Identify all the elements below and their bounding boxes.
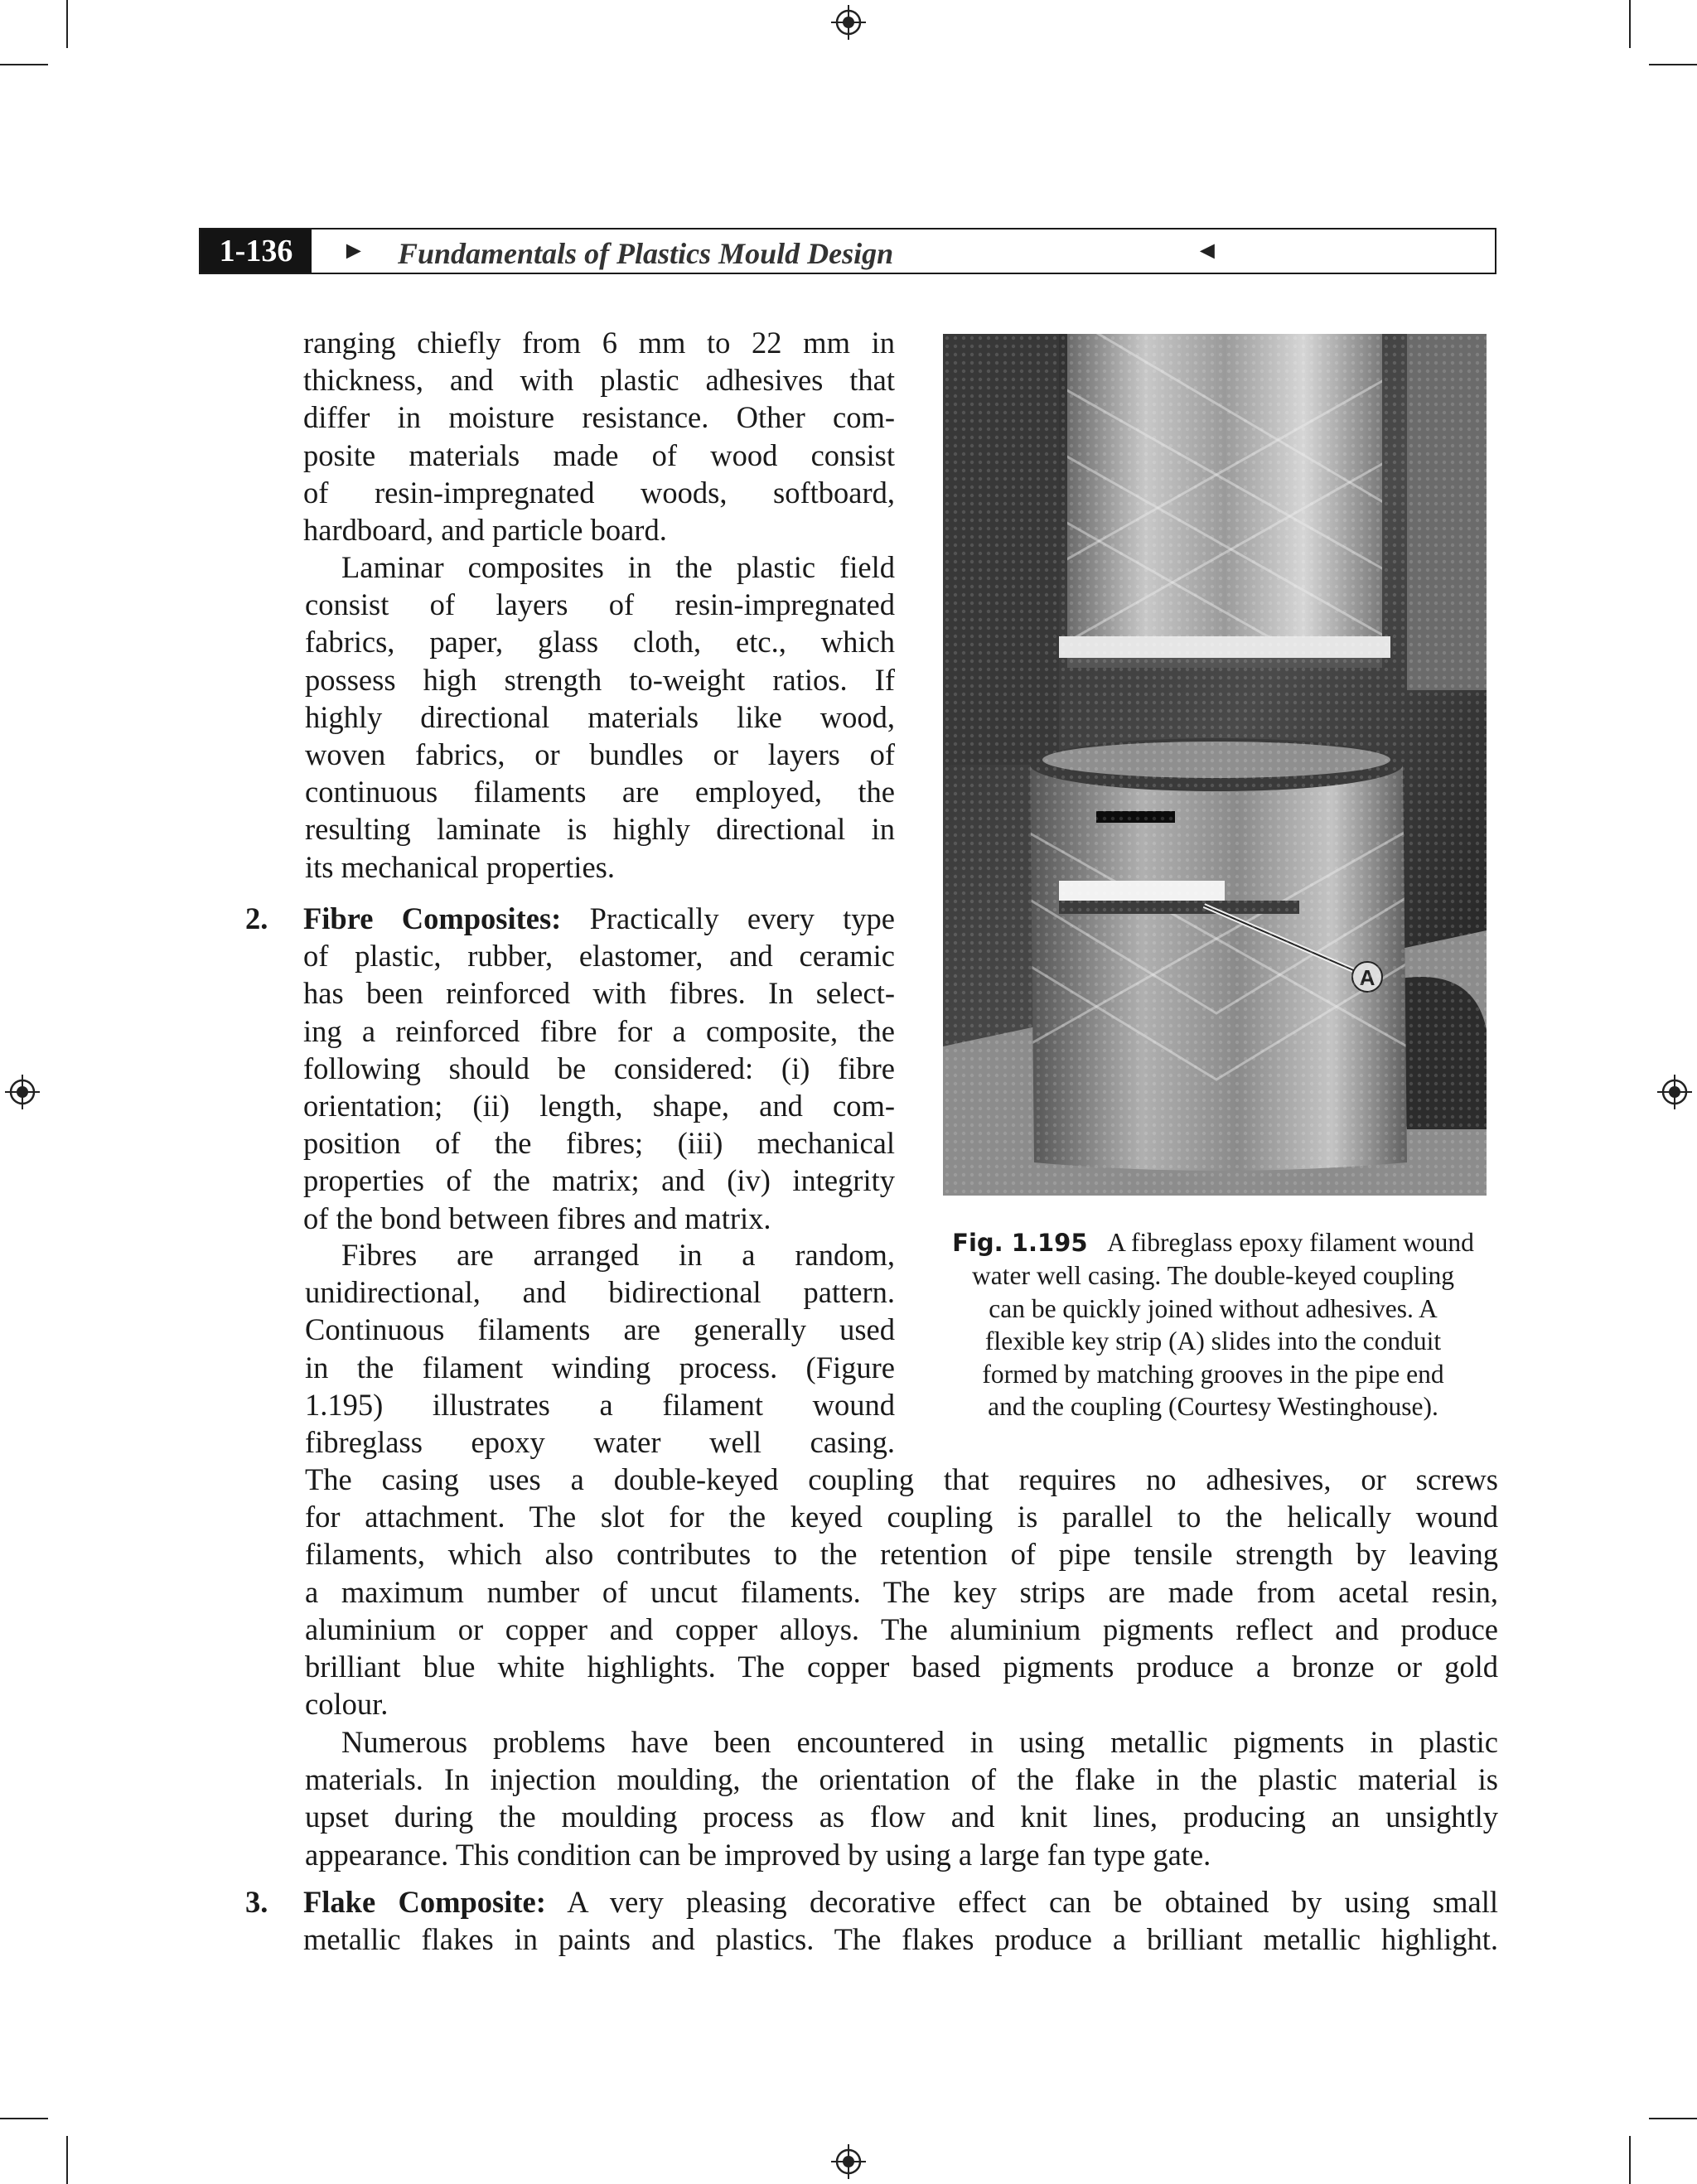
text-line: Fibres are arranged in a random, <box>341 1238 895 1272</box>
text-line: fibreglass epoxy water well casing. <box>305 1425 895 1460</box>
text-line: highly directional materials like wood, <box>305 699 895 734</box>
registration-mark-icon <box>5 1075 40 1109</box>
paragraph-fibre-composites <box>303 900 895 1237</box>
text-line: brilliant blue white highlights. The copper based pigments produce a bronze or gold <box>305 1650 1498 1684</box>
figure-label: Fig. 1.195 <box>952 1229 1088 1257</box>
paragraph-flake-composite <box>303 1883 1498 1958</box>
text-line: aluminium or copper and copper alloys. The aluminium pigments reflect and produce <box>305 1611 1498 1646</box>
text-line: colour. <box>305 1687 389 1722</box>
caption-line: can be quickly joined without adhesives. A <box>989 1293 1438 1323</box>
text-line: resulting laminate is highly directional in <box>305 812 895 847</box>
caption-line: and the coupling (Courtesy Westinghouse). <box>988 1392 1438 1422</box>
text-line: position of the fibres; (iii) mechanical <box>303 1126 895 1161</box>
crop-mark <box>1629 0 1631 48</box>
text-line: thickness, and with plastic adhesives that <box>303 363 895 398</box>
arrow-left-icon: ◄ <box>1195 237 1220 264</box>
book-title: Fundamentals of Plastics Mould Design <box>398 237 894 270</box>
text-line: possess high strength to-weight ratios. If <box>305 662 895 697</box>
text-line: Numerous problems have been encountered in using metallic pigments in plastic <box>341 1725 1498 1759</box>
text-line: Flake Composite: A very pleasing decorative effect can be obtained by using small <box>303 1885 1498 1919</box>
paragraph-wood-composites <box>303 324 895 548</box>
text-line: has been reinforced with fibres. In select- <box>303 976 895 1011</box>
crop-mark <box>0 64 48 65</box>
crop-mark <box>1649 64 1697 65</box>
text-line: upset during the moulding process as flow and knit lines, producing an unsightly <box>305 1800 1498 1834</box>
text-line: Fibre Composites: Practically every type <box>303 901 896 935</box>
registration-mark-icon <box>831 2144 866 2179</box>
text-line: Laminar composites in the plastic field <box>341 550 895 584</box>
text-line: properties of the matrix; and (iv) integrity <box>303 1163 895 1198</box>
text-line: differ in moisture resistance. Other com- <box>303 400 895 435</box>
text-line: The casing uses a double-keyed coupling that requires no adhesives, or screws <box>305 1462 1498 1496</box>
text-line: metallic flakes in paints and plastics. The flakes produce a brilliant metallic highlight. <box>303 1922 1498 1957</box>
text-line: of resin-impregnated woods, softboard, <box>303 475 895 510</box>
text-line: filaments, which also contributes to the retention of pipe tensile strength by leaving <box>305 1537 1498 1572</box>
text-line: materials. In injection moulding, the orientation of the flake in the plastic material is <box>305 1762 1498 1797</box>
list-number: 3. <box>245 1885 268 1919</box>
figure-caption <box>923 1226 1503 1423</box>
text-line: fabrics, paper, glass cloth, etc., which <box>305 625 895 660</box>
arrow-right-icon: ► <box>341 237 366 264</box>
caption-line: water well casing. The double-keyed coupling <box>972 1261 1454 1291</box>
text-line: its mechanical properties. <box>305 849 615 884</box>
crop-mark <box>1649 2118 1697 2119</box>
crop-mark <box>0 2118 48 2119</box>
caption-line: Fig. 1.195 A fibreglass epoxy filament wound <box>952 1228 1474 1257</box>
paragraph-laminar-composites <box>305 548 895 886</box>
text-line: following should be considered: (i) fibre <box>303 1051 895 1085</box>
crop-mark <box>66 2136 68 2184</box>
text-line: woven fabrics, or bundles or layers of <box>305 737 895 772</box>
text-line: Continuous filaments are generally used <box>305 1312 895 1347</box>
text-line: continuous filaments are employed, the <box>305 775 895 809</box>
text-line: 1.195) illustrates a filament wound <box>305 1387 895 1422</box>
registration-mark-icon <box>831 5 866 40</box>
item-heading: Fibre Composites: <box>303 901 562 935</box>
text-line: of plastic, rubber, elastomer, and ceramic <box>303 939 895 974</box>
text-line: in the filament winding process. (Figure <box>305 1350 895 1384</box>
caption-line: formed by matching grooves in the pipe end <box>982 1359 1444 1389</box>
running-header <box>199 228 1496 274</box>
text-line: for attachment. The slot for the keyed coupling is parallel to the helically wound <box>305 1500 1498 1534</box>
text-line: a maximum number of uncut filaments. The key strips are made from acetal resin, <box>305 1574 1498 1609</box>
caption-line: flexible key strip (A) slides into the conduit <box>984 1326 1442 1356</box>
text-line: ing a reinforced fibre for a composite, the <box>303 1013 895 1048</box>
page-number: 1-136 <box>201 230 312 273</box>
figure-photo <box>943 334 1487 1196</box>
paragraph-casing-coupling <box>305 1461 1498 1723</box>
text-line: of the bond between fibres and matrix. <box>303 1201 771 1235</box>
item-heading: Flake Composite: <box>303 1885 546 1919</box>
text-line: ranging chiefly from 6 mm to 22 mm in <box>303 326 895 360</box>
registration-mark-icon <box>1657 1075 1692 1109</box>
paragraph-fibre-arrangement <box>305 1236 895 1461</box>
text-line: appearance. This condition can be improved by using a large fan type gate. <box>305 1837 1211 1872</box>
paragraph-metallic-pigments <box>305 1723 1498 1873</box>
list-number: 2. <box>245 901 268 935</box>
text-line: consist of layers of resin-impregnated <box>305 587 895 622</box>
crop-mark <box>1629 2136 1631 2184</box>
crop-mark <box>66 0 68 48</box>
text-line: hardboard, and particle board. <box>303 513 667 548</box>
text-line: orientation; (ii) length, shape, and com- <box>303 1089 895 1123</box>
text-line: unidirectional, and bidirectional pattern. <box>305 1275 895 1310</box>
text-line: posite materials made of wood consist <box>303 437 895 472</box>
